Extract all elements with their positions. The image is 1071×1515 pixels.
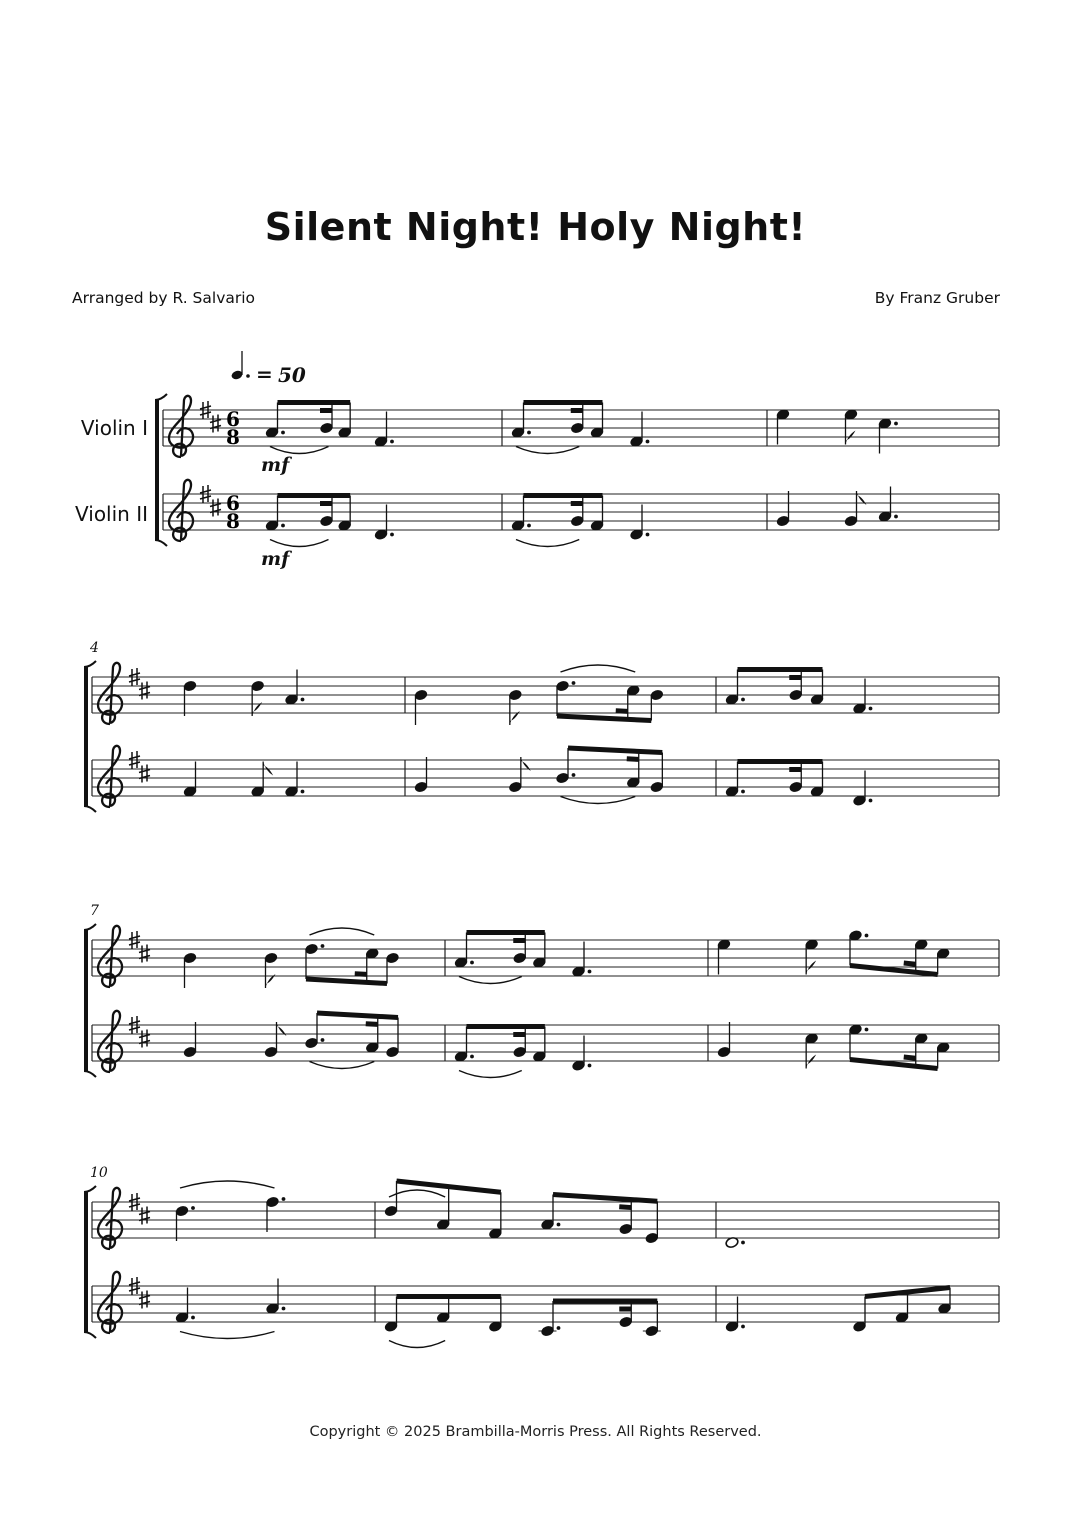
copyright-notice: Copyright © 2025 Brambilla-Morris Press. All Rights Reserved. [309,1424,762,1440]
treble-clef-icon [98,1188,122,1249]
sharp-icon [139,765,150,783]
treble-clef-icon [98,1011,122,1072]
violin-1-slur [516,447,579,454]
violin-2-dot [301,790,305,794]
violin-2-slur [180,1332,275,1339]
violin-2-beam [568,748,662,753]
measure-number: 10 [90,1165,108,1181]
treble-clef-icon [98,926,122,987]
violin-1-dot [894,422,898,426]
violin-1-dot [470,961,474,965]
violin-2-slur [561,797,636,804]
violin-1-beam [355,974,367,975]
sharp-icon [139,945,150,963]
violin-2-dot [572,773,576,777]
violin-2-dot [869,799,873,803]
violin-1-dot [588,970,592,974]
staff [92,1272,999,1348]
measure-number: 7 [90,903,99,919]
staff [92,663,999,725]
violin-2-beam [904,1057,916,1058]
violin-1-beam [616,711,628,712]
violin-2-beam [317,1013,398,1018]
violin-2-dot [527,524,531,528]
violin-2-dot [865,1028,869,1032]
violin-1-slur [459,977,522,984]
sharp-icon [139,1207,150,1225]
arranger-credit: Arranged by R. Salvario [72,289,256,307]
violin-2-dot [741,790,745,794]
system-1 [75,351,306,570]
violin-2-slur [459,1071,522,1078]
violin-1-slur [180,1181,275,1188]
violin-2-slur [310,1062,375,1069]
violin-1-dot [741,1241,745,1245]
piece-title: Silent Night! Holy Night! [264,205,807,249]
staff [163,396,999,457]
measure-number: 4 [90,640,99,656]
violin-2-beam [366,1024,378,1025]
staff [163,480,999,547]
system-4 [84,1165,108,1338]
violin-1-dot [321,944,325,948]
violin-1-beam [557,716,651,721]
violin-1-slur [561,665,636,672]
violin-1-slur [270,447,329,454]
system-bracket [84,806,96,812]
staff [92,926,999,988]
violin-1-dot [301,698,305,702]
violin-2-dot [557,1326,561,1330]
violin-1-beam [904,963,916,964]
tempo-equals: = [256,362,273,386]
violin-1-dot [191,1206,195,1210]
staff [92,1011,999,1078]
violin-2-beam [627,759,639,760]
time-signature-numerator: 6 [226,407,240,431]
system-bracket [84,661,96,667]
time-signature-numerator: 6 [226,491,240,515]
staff [92,746,999,807]
violin-1-dot [646,440,650,444]
sharp-icon [210,499,221,517]
violin-1-dot [282,1197,286,1201]
violin-1-beam [306,979,387,984]
composer-credit: By Franz Gruber [874,289,1000,307]
violin-2-dot [390,533,394,537]
violin-1-dot [572,681,576,685]
violin-1-dot [527,431,531,435]
violin-1-dot [741,698,745,702]
violin-2-slur [389,1341,445,1348]
violin-2-dot [894,515,898,519]
dynamic-marking: mf [261,548,290,570]
violin-2-dot [191,1316,195,1320]
violin-1-dot [865,934,869,938]
instrument-label-violin-2: Violin II [75,502,148,526]
treble-clef-icon [98,746,122,807]
violin-2-dot [281,524,285,528]
sharp-icon [139,1291,150,1309]
violin-1-beam [619,1207,631,1208]
treble-clef-icon [98,663,122,724]
staff [92,1181,999,1249]
treble-clef-icon [98,1272,122,1333]
time-signature-denominator: 8 [226,425,240,449]
sharp-icon [139,1030,150,1048]
system-bracket [84,1186,96,1192]
time-signature-denominator: 8 [226,509,240,533]
instrument-label-violin-1: Violin I [80,416,148,440]
violin-2-dot [470,1055,474,1059]
violin-2-dot [588,1064,592,1068]
tempo-bpm: 50 [278,363,306,387]
violin-1-dot [390,440,394,444]
violin-2-dot [321,1038,325,1042]
violin-1-slur [310,928,375,935]
treble-clef-icon [169,396,193,457]
violin-1-dot [557,1223,561,1227]
system-bracket [84,1071,96,1077]
violin-1-dot [869,707,873,711]
system-bracket [155,540,167,546]
violin-2-slur [516,540,579,547]
system-bracket [155,394,167,400]
violin-2-dot [282,1307,286,1311]
sharp-icon [139,682,150,700]
violin-1-beam [553,1195,657,1202]
sharp-icon [210,415,221,433]
tempo-dot [246,374,250,378]
violin-2-dot [646,533,650,537]
violin-2-slur [270,540,329,547]
violin-1-dot [281,431,285,435]
violin-2-dot [741,1325,745,1329]
dynamic-marking: mf [261,454,290,476]
treble-clef-icon [169,480,193,541]
system-bracket [84,1332,96,1338]
violin-1-slur [389,1190,445,1197]
system-bracket [84,924,96,930]
